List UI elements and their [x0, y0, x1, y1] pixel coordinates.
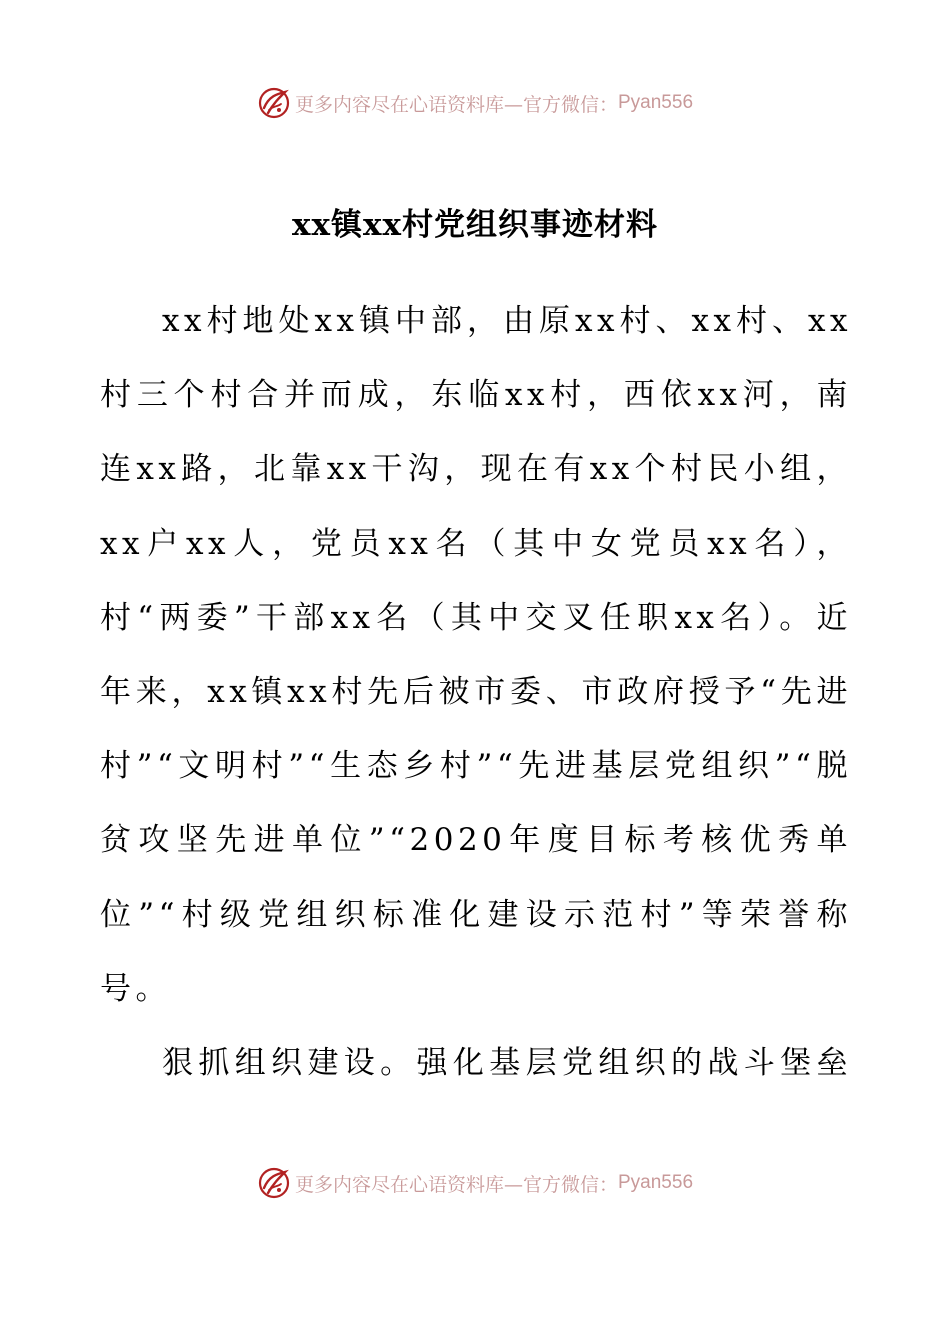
signature-quill-icon [257, 1166, 291, 1200]
banner-text: 更多内容尽在心语资料库—官方微信： [294, 1173, 618, 1196]
paragraph-intro: xx村地处xx镇中部，由原xx村、xx村、xx村三个村合并而成，东临xx村，西依xx河，南连xx路，北靠xx干沟，现在有xx个村民小组，xx户xx人，党员xx名（其中女党员xx名），村“两委”干部xx名（其中交叉任职xx名）。近年来，xx镇xx村先后被市委、市政府授予“先进村”“文明村”“生态乡村”“先进基层党组织”“脱贫攻坚先进单位”“2020年度目标考核优秀单位”“村级党组织标准化建设示范村”等荣誉称号。 [100, 303, 852, 1007]
footer-banner [0, 1163, 950, 1203]
signature-quill-icon [257, 86, 291, 120]
document-title: xx镇xx村党组织事迹材料 [292, 207, 658, 243]
banner-wechat-id: Pyan556 [618, 1172, 694, 1193]
banner-wechat-id: Pyan556 [618, 92, 694, 113]
banner-text: 更多内容尽在心语资料库—官方微信： [294, 93, 618, 116]
paragraph-organization: 狠抓组织建设。强化基层党组织的战斗堡垒 [162, 1045, 852, 1082]
header-banner [0, 83, 950, 123]
document-body [100, 284, 852, 1100]
